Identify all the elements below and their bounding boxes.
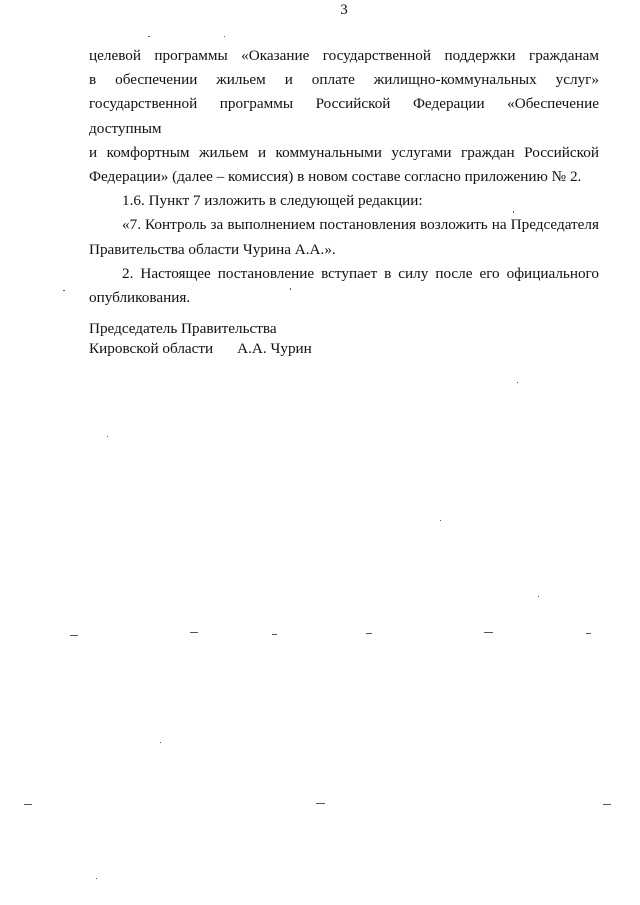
- scan-speck: [586, 633, 591, 634]
- scan-speck: [538, 596, 539, 597]
- body-line: в обеспечении жильем и оплате жилищно-коммунальных услуг»: [89, 71, 599, 89]
- scan-speck: [224, 36, 225, 37]
- scan-speck: [160, 742, 161, 743]
- scan-speck: [190, 632, 198, 633]
- signature-region: Кировской области: [89, 340, 214, 357]
- signature-block: [89, 319, 312, 359]
- signature-position-line2: [89, 339, 312, 359]
- scan-speck: [107, 436, 108, 437]
- scan-speck: [517, 382, 518, 383]
- page-number: 3: [340, 2, 348, 18]
- scan-speck: [366, 633, 372, 634]
- body-line: государственной программы Российской Федерации «Обеспечение доступным: [89, 95, 599, 137]
- body-line: целевой программы «Оказание государственной поддержки гражданам: [89, 47, 599, 64]
- scan-speck: [148, 36, 150, 37]
- scan-speck: [603, 804, 611, 805]
- body-line: Правительства области Чурина А.А.».: [89, 240, 336, 258]
- scan-speck: [290, 288, 291, 290]
- signature-name: А.А. Чурин: [237, 340, 312, 357]
- scan-speck: [63, 290, 65, 291]
- scan-speck: [513, 211, 514, 213]
- document-body: [89, 44, 599, 310]
- scan-speck: [70, 635, 78, 636]
- body-line: опубликования.: [89, 289, 191, 307]
- scan-speck: [272, 634, 277, 635]
- scan-speck: [24, 804, 32, 805]
- scan-speck: [316, 803, 325, 804]
- scan-speck: [96, 878, 97, 879]
- signature-position-line1: Председатель Правительства: [89, 320, 277, 337]
- body-line-item-1-6: 1.6. Пункт 7 изложить в следующей редакции:: [122, 192, 423, 210]
- body-line: Федерации» (далее – комиссия) в новом составе согласно приложению № 2.: [89, 168, 582, 186]
- scan-speck: [484, 632, 493, 633]
- body-line: и комфортным жильем и коммунальными услугами граждан Российской: [89, 143, 599, 161]
- body-line-item-2: 2. Настоящее постановление вступает в силу после его официального: [122, 264, 599, 282]
- body-line-quote: «7. Контроль за выполнением постановления возложить на Председателя: [122, 216, 599, 234]
- scan-speck: [440, 520, 441, 521]
